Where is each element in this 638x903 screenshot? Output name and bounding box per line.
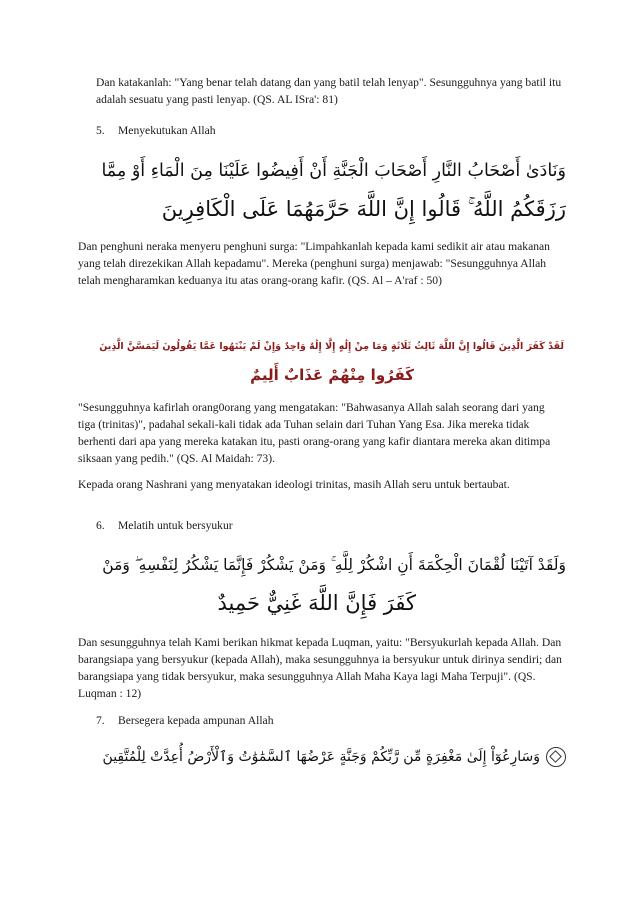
list-item-5 [96,122,216,139]
list-number: 7. [96,714,105,727]
paragraph-translation-luqman: Dan sesungguhnya telah Kami berikan hikmat kepada Luqman, yaitu: "Bersyukurlah kepada Allah. Dan barangsiapa yang bersyukur (kepada Allah), maka sesungguhnya ia bersyukur untuk dirinya sendiri; dan barangsiapa yang tidak bersyukur, maka sesungguhnya Allah Maha Kaya lagi Maha Terpuji". (QS. Luqman : 12) [78,636,562,700]
list-item-6 [96,517,233,534]
paragraph-translation-maidah: "Sesungguhnya kafirlah orang0orang yang mengatakan: "Bahwasanya Allah salah seorang dari yang tiga (trinitas)", padahal sekali-kali tidak ada Tuhan selain dari Tuhan Yang Esa. Jika mereka tidak berhenti dari apa yang mereka katakan itu, pasti orang-orang yang kafir diantara mereka akan ditimpa siksaan yang pedih." (QS. Al Maidah: 73). [78,401,551,465]
arabic-line: لَقَدْ كَفَرَ الَّذِينَ قَالُوا إِنَّ اللَّهَ ثَالِثُ ثَلَاثَةٍ وَمَا مِنْ إِلَٰهٍ إِلَّا إِلَٰهٌ وَاحِدٌ وَإِنْ لَمْ يَنْتَهُوا عَمَّا يَقُولُونَ لَيَمَسَّنَّ الَّذِينَ [99,341,564,352]
list-item-7 [96,712,274,729]
arabic-verse-ali-imran [96,738,566,776]
arabic-verse-araf [96,152,566,228]
arabic-line: كَفَرَ فَإِنَّ اللَّهَ غَنِيٌّ حَمِيدٌ [217,591,416,615]
list-item-label: Melatih untuk bersyukur [118,519,233,532]
ayah-end-mark-icon [546,747,566,767]
arabic-line: وَلَقَدْ آتَيْنَا لُقْمَانَ الْحِكْمَةَ أَنِ اشْكُرْ لِلَّهِ ۚ وَمَنْ يَشْكُرْ فَإِنَّمَا يَشْكُرُ لِنَفْسِهِ ۖ وَمَنْ [102,556,566,574]
arabic-line: وَنَادَىٰ أَصْحَابُ النَّارِ أَصْحَابَ الْجَنَّةِ أَنْ أَفِيضُوا عَلَيْنَا مِنَ الْمَاءِ أَوْ مِمَّا [101,161,566,181]
arabic-verse-maidah [78,333,564,389]
paragraph-translation-araf: Dan penghuni neraka menyeru penghuni surga: "Limpahkanlah kepada kami sedikit air atau makanan yang telah direzekikan Allah kepadamu". Mereka (penghuni surga) menjawab: "Sesungguhnya Allah telah mengharamkan keduanya itu atas orang-orang kafir. (QS. Al – A'raf : 50) [78,240,550,287]
arabic-line: كَفَرُوا مِنْهُمْ عَذَابٌ أَلِيمٌ [250,366,414,384]
arabic-line: وَسَارِعُوٓاْ إِلَىٰ مَغْفِرَةٍ مِّن رَّبِّكُمْ وَجَنَّةٍ عَرْضُهَا ٱلسَّمَٰوَٰتُ وَٱلْأَرْضُ أُعِدَّتْ لِلْمُتَّقِينَ [102,749,540,765]
arabic-line: رَزَقَكُمُ اللَّهُ ۚ قَالُوا إِنَّ اللَّهَ حَرَّمَهُمَا عَلَى الْكَافِرِينَ [161,197,566,221]
list-item-label: Bersegera kepada ampunan Allah [118,714,274,727]
list-number: 6. [96,519,105,532]
list-number: 5. [96,124,105,137]
arabic-verse-luqman [96,546,566,622]
list-item-label: Menyekutukan Allah [118,124,216,137]
paragraph-translation-isra: Dan katakanlah: "Yang benar telah datang dan yang batil telah lenyap". Sesungguhnya yang batil itu adalah sesuatu yang pasti lenyap. (QS. AL ISra': 81) [96,76,562,106]
paragraph-trinitas-note: Kepada orang Nashrani yang menyatakan ideologi trinitas, masih Allah seru untuk bertaubat. [78,478,510,491]
arabic-line-wrapper [96,738,566,776]
